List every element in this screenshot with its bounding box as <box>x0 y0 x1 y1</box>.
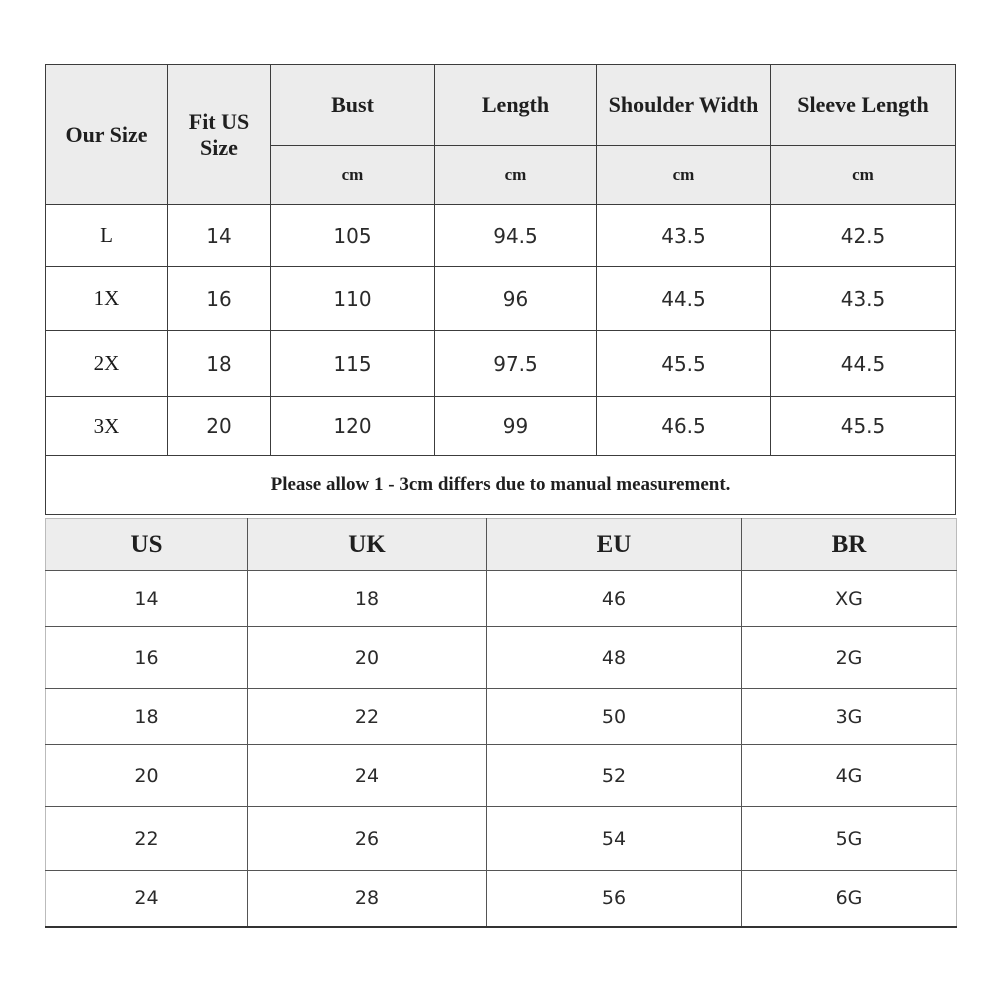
cell-br: 5G <box>742 807 957 871</box>
size-conversion-table <box>45 518 957 928</box>
cell-eu: 54 <box>487 807 742 871</box>
cell-uk: 20 <box>248 627 487 689</box>
cell-us: 16 <box>46 627 248 689</box>
cell-bust: 105 <box>271 205 435 267</box>
table-row <box>46 627 957 689</box>
header-uk: UK <box>248 519 487 571</box>
cell-fit-us: 20 <box>168 397 271 456</box>
cell-eu: 48 <box>487 627 742 689</box>
table-row <box>46 331 956 397</box>
cell-length: 97.5 <box>435 331 597 397</box>
header-fit-us-size-line2: Size <box>200 134 238 160</box>
table-row <box>46 205 956 267</box>
cell-uk: 28 <box>248 871 487 927</box>
cell-our-size: 2X <box>46 331 168 397</box>
cell-br: 6G <box>742 871 957 927</box>
header-bust: Bust <box>271 65 435 146</box>
table-row <box>46 689 957 745</box>
table-row <box>46 397 956 456</box>
header-sleeve-length: Sleeve Length <box>771 65 956 146</box>
unit-bust: cm <box>271 146 435 205</box>
cell-us: 14 <box>46 571 248 627</box>
header-shoulder-width: Shoulder Width <box>597 65 771 146</box>
size-chart-table <box>45 64 956 515</box>
table-row <box>46 571 957 627</box>
cell-us: 24 <box>46 871 248 927</box>
cell-br: 4G <box>742 745 957 807</box>
cell-our-size: 1X <box>46 267 168 331</box>
cell-fit-us: 18 <box>168 331 271 397</box>
cell-bust: 110 <box>271 267 435 331</box>
cell-fit-us: 16 <box>168 267 271 331</box>
table-row <box>46 267 956 331</box>
table-row <box>46 871 957 927</box>
cell-length: 99 <box>435 397 597 456</box>
cell-shoulder: 45.5 <box>597 331 771 397</box>
header-eu: EU <box>487 519 742 571</box>
cell-sleeve: 44.5 <box>771 331 956 397</box>
measurement-note: Please allow 1 - 3cm differs due to manual measurement. <box>46 456 956 515</box>
cell-sleeve: 43.5 <box>771 267 956 331</box>
cell-br: 2G <box>742 627 957 689</box>
cell-our-size: L <box>46 205 168 267</box>
unit-sleeve-length: cm <box>771 146 956 205</box>
header-length: Length <box>435 65 597 146</box>
cell-sleeve: 45.5 <box>771 397 956 456</box>
header-fit-us-size-line1: Fit US <box>188 108 250 134</box>
cell-bust: 115 <box>271 331 435 397</box>
unit-length: cm <box>435 146 597 205</box>
cell-sleeve: 42.5 <box>771 205 956 267</box>
header-br: BR <box>742 519 957 571</box>
cell-length: 94.5 <box>435 205 597 267</box>
cell-br: 3G <box>742 689 957 745</box>
cell-shoulder: 44.5 <box>597 267 771 331</box>
cell-eu: 46 <box>487 571 742 627</box>
table-row <box>46 745 957 807</box>
cell-eu: 50 <box>487 689 742 745</box>
cell-shoulder: 43.5 <box>597 205 771 267</box>
cell-fit-us: 14 <box>168 205 271 267</box>
cell-uk: 18 <box>248 571 487 627</box>
cell-uk: 26 <box>248 807 487 871</box>
cell-bust: 120 <box>271 397 435 456</box>
cell-us: 20 <box>46 745 248 807</box>
table-row <box>46 807 957 871</box>
cell-us: 18 <box>46 689 248 745</box>
cell-us: 22 <box>46 807 248 871</box>
cell-shoulder: 46.5 <box>597 397 771 456</box>
cell-length: 96 <box>435 267 597 331</box>
header-our-size: Our Size <box>46 65 168 205</box>
header-us: US <box>46 519 248 571</box>
cell-eu: 52 <box>487 745 742 807</box>
header-fit-us-size <box>168 65 271 205</box>
cell-br: XG <box>742 571 957 627</box>
cell-eu: 56 <box>487 871 742 927</box>
cell-our-size: 3X <box>46 397 168 456</box>
cell-uk: 22 <box>248 689 487 745</box>
cell-uk: 24 <box>248 745 487 807</box>
unit-shoulder-width: cm <box>597 146 771 205</box>
